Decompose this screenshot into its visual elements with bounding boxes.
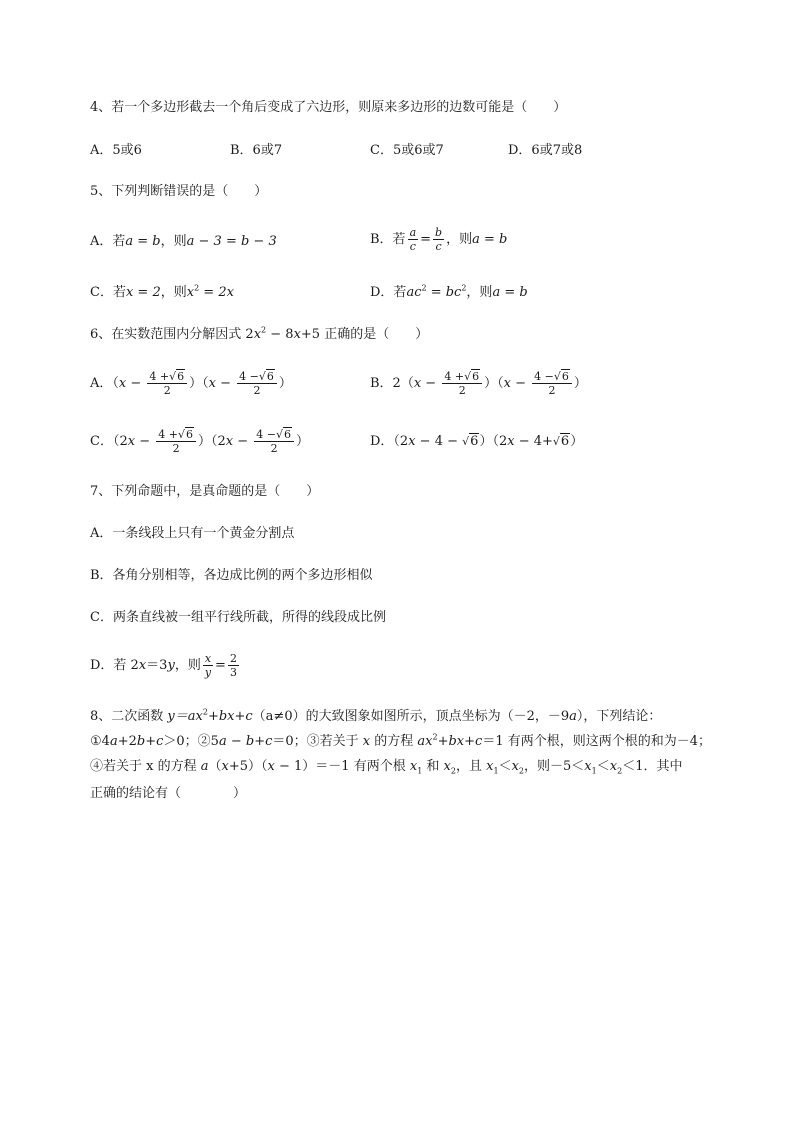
q8-l3-g: − 1）＝－1 有两个根 bbox=[274, 759, 410, 774]
q7-d-fraction-1 bbox=[203, 652, 213, 679]
q6-a-f2-den: 2 bbox=[253, 384, 261, 397]
q8-l3-x6: x bbox=[609, 759, 618, 774]
q6-a-x2: x bbox=[208, 376, 216, 391]
q5-b-fraction-1 bbox=[408, 226, 419, 253]
q6-stem-exp: 2 bbox=[261, 325, 267, 335]
q8-l3-j: ＜ bbox=[498, 759, 512, 774]
sqrt-icon: √ bbox=[177, 428, 185, 441]
q5-a-then: ，则 bbox=[160, 234, 187, 249]
q5-c-prefix: C．若 bbox=[90, 285, 126, 300]
q5-d-prefix: D．若 bbox=[370, 285, 407, 300]
q8-l2-k: + bbox=[254, 734, 266, 749]
q6-c-x1: x bbox=[127, 434, 136, 449]
q6-b-x1: x bbox=[413, 376, 422, 391]
q6-stem-pre: 6、在实数范围内分解因式 2 bbox=[90, 327, 254, 342]
q8-l1-func2: +bx+c bbox=[207, 709, 253, 724]
q8-l2-n: x bbox=[362, 734, 371, 749]
q6-a-x1: x bbox=[118, 376, 127, 391]
q4-option-b: B．6或7 bbox=[230, 143, 283, 158]
q4-option-d: D．6或7或8 bbox=[508, 143, 583, 158]
q8-l3-sub3: 1 bbox=[493, 766, 499, 776]
q8-l3-h: 和 bbox=[422, 759, 444, 774]
q6-option-a bbox=[90, 370, 292, 397]
q6-option-b bbox=[370, 370, 587, 397]
q6-d-close: ） bbox=[570, 434, 584, 449]
sqrt-icon: √ bbox=[553, 370, 561, 383]
q6-a-mid: ）（ bbox=[189, 376, 209, 391]
q6-a-f1-num bbox=[147, 370, 187, 384]
q8-l2-i: − bbox=[226, 734, 246, 749]
q6-b-minus2: − bbox=[510, 376, 531, 391]
q7-option-a: A．一条线段上只有一个黄金分割点 bbox=[90, 526, 295, 541]
q6-d-x1: x bbox=[408, 434, 416, 449]
q8-l3-sub1: 1 bbox=[417, 766, 423, 776]
q4-option-a: A．5或6 bbox=[90, 143, 142, 158]
q7-d-prefix: D．若 2 bbox=[90, 658, 139, 673]
q7-d-x: x bbox=[138, 658, 147, 673]
q6-c-f2-sqrt bbox=[276, 428, 292, 441]
q8-line-4: 正确的结论有（ ） bbox=[90, 786, 247, 801]
q6-c-f2-num bbox=[254, 428, 294, 442]
q5-d-rhs: = bc bbox=[426, 285, 462, 300]
q8-l3-x2: x bbox=[443, 759, 451, 774]
q8-l3-sub5: 1 bbox=[591, 766, 597, 776]
q6-d-x2: x bbox=[507, 434, 515, 449]
q5-c-rhs: = 2x bbox=[199, 285, 234, 300]
q6-c-fraction-1 bbox=[156, 428, 196, 455]
q6-c-minus1: − bbox=[135, 434, 155, 449]
q6-a-fraction-2 bbox=[237, 370, 277, 397]
q6-option-d bbox=[370, 433, 583, 451]
q6-c-x2: x bbox=[225, 434, 234, 449]
q7-d-then: ，则 bbox=[174, 658, 201, 673]
q8-l2-f: c bbox=[156, 734, 164, 749]
q6-option-c bbox=[90, 428, 309, 455]
q5-option-b bbox=[370, 226, 507, 253]
q7-d-f1-num: x bbox=[204, 652, 212, 665]
q8-l2-r: +bx+c bbox=[437, 734, 483, 749]
q6-b-f2-sqrt bbox=[554, 370, 570, 383]
sqrt-icon: √ bbox=[464, 370, 472, 383]
q8-l3-x1: x bbox=[409, 759, 418, 774]
q5-a-condition: a = b bbox=[125, 234, 161, 249]
q5-b-then: ，则 bbox=[446, 232, 473, 247]
q6-a-close: ） bbox=[278, 376, 292, 391]
q5-option-d bbox=[370, 284, 528, 302]
q6-b-f2-num-text: 4 − bbox=[534, 370, 554, 383]
q8-l3-x4: x bbox=[511, 759, 519, 774]
q5-b-f2-den: c bbox=[435, 240, 442, 253]
q5-b-f1-den: c bbox=[409, 240, 416, 253]
q8-l2-s: ＝1 有两个根，则这两个根的和为－4； bbox=[482, 734, 712, 749]
q6-b-label: B．2（ bbox=[370, 376, 414, 391]
q5-b-f1-num: a bbox=[409, 226, 417, 239]
q8-line-1 bbox=[90, 708, 661, 726]
q6-a-f1-sqrt bbox=[169, 370, 185, 383]
q5-c-then: ，则 bbox=[160, 285, 187, 300]
q6-b-f1-num-text: 4 + bbox=[444, 370, 465, 383]
q8-l3-sub4: 2 bbox=[518, 766, 525, 776]
q6-b-f2-num bbox=[532, 370, 572, 384]
q8-l3-sub2: 2 bbox=[450, 766, 456, 776]
q6-b-minus1: − bbox=[421, 376, 441, 391]
q7-stem: 7、下列命题中，是真命题的是（ ） bbox=[90, 484, 320, 499]
q4-stem: 4、若一个多边形截去一个角后变成了六边形，则原来多边形的边数可能是（ ） bbox=[90, 100, 567, 115]
q8-l1-post: 的大致图象如图所示，顶点坐标为（－2，－9 bbox=[305, 709, 570, 724]
q7-d-eq2: = bbox=[215, 658, 226, 673]
q8-l2-l: c bbox=[265, 734, 273, 749]
q6-c-f2-den: 2 bbox=[270, 442, 278, 455]
q8-l2-g: ＞0；②5 bbox=[163, 734, 219, 749]
q8-l3-d: x bbox=[221, 759, 229, 774]
q6-a-f1-den: 2 bbox=[163, 384, 171, 397]
q8-l1-pre: 8、二次函数 bbox=[90, 709, 168, 724]
q8-l3-c: （ bbox=[208, 759, 222, 774]
q6-c-f2-radicand: 6 bbox=[284, 428, 291, 441]
q7-d-fraction-2 bbox=[228, 652, 239, 679]
q6-c-f1-num-text: 4 + bbox=[158, 428, 178, 441]
q6-a-label: A．（ bbox=[90, 376, 119, 391]
q5-d-exp-1: 2 bbox=[421, 283, 427, 293]
q6-b-f1-sqrt bbox=[464, 370, 480, 383]
q8-l2-c: +2 bbox=[117, 734, 137, 749]
q4-option-c: C．5或6或7 bbox=[370, 143, 444, 158]
q6-c-fraction-2 bbox=[254, 428, 294, 455]
q6-c-f1-num bbox=[156, 428, 196, 442]
q5-b-prefix: B．若 bbox=[370, 232, 406, 247]
q6-a-minus1: − bbox=[126, 376, 146, 391]
q6-stem-x: x bbox=[253, 327, 262, 342]
q5-b-equals: = bbox=[420, 232, 432, 247]
sqrt-icon: √ bbox=[169, 370, 177, 383]
q8-l3-f: x bbox=[267, 759, 275, 774]
q6-b-f1-den: 2 bbox=[458, 384, 466, 397]
q6-stem-post: +5 正确的是（ ） bbox=[300, 327, 429, 342]
q7-d-f2-den: 3 bbox=[229, 666, 237, 679]
q6-d-part2: − 4+ bbox=[514, 434, 553, 449]
q8-l3-m: ＜1．其中 bbox=[622, 759, 683, 774]
q6-c-f1-sqrt bbox=[178, 428, 194, 441]
q6-d-sqrt-2 bbox=[553, 433, 570, 451]
q6-a-minus2: − bbox=[216, 376, 236, 391]
q5-d-then: ，则 bbox=[466, 285, 493, 300]
q8-l1-exp: 2 bbox=[202, 707, 208, 717]
q8-l2-e: + bbox=[145, 734, 157, 749]
q5-a-conclusion: a − 3 = b − 3 bbox=[186, 234, 277, 249]
q6-b-f2-radicand: 6 bbox=[561, 370, 569, 383]
q6-b-f2-den: 2 bbox=[548, 384, 556, 397]
q8-l3-b: a bbox=[200, 759, 209, 774]
q8-l3-k: ，则－5＜ bbox=[524, 759, 585, 774]
q8-l2-p: ax bbox=[417, 734, 433, 749]
q6-d-sqrt-1 bbox=[462, 433, 479, 451]
q8-l3-e: +5）（ bbox=[228, 759, 268, 774]
q8-l2-j: b bbox=[245, 734, 255, 749]
q5-stem: 5、下列判断错误的是（ ） bbox=[90, 184, 268, 199]
q8-l2-m: ＝0；③若关于 bbox=[272, 734, 363, 749]
q6-b-mid: ）（ bbox=[484, 376, 504, 391]
sqrt-icon: √ bbox=[258, 370, 266, 383]
q6-stem-mid: − 8 bbox=[266, 327, 294, 342]
q8-line-3 bbox=[90, 758, 682, 776]
q6-a-fraction-1 bbox=[147, 370, 187, 397]
q8-l3-l: ＜ bbox=[596, 759, 610, 774]
q8-l2-b: a bbox=[109, 734, 118, 749]
q8-l2-d: b bbox=[136, 734, 146, 749]
q5-d-lhs: ac bbox=[406, 285, 422, 300]
sqrt-icon: √ bbox=[275, 428, 283, 441]
q6-c-minus2: − bbox=[233, 434, 253, 449]
q5-a-prefix: A．若 bbox=[90, 234, 126, 249]
q5-d-conclusion: a = b bbox=[492, 285, 528, 300]
q8-l3-x3: x bbox=[486, 759, 494, 774]
q5-c-x: x bbox=[186, 285, 195, 300]
q5-b-conclusion: a = b bbox=[472, 232, 508, 247]
q6-b-f1-radicand: 6 bbox=[472, 370, 480, 383]
q6-stem-x2: x bbox=[293, 327, 301, 342]
q6-d-label: D．（2 bbox=[370, 434, 409, 449]
q7-option-b: B．各角分别相等，各边成比例的两个多边形相似 bbox=[90, 568, 373, 583]
q5-c-condition: x = 2 bbox=[125, 285, 161, 300]
q5-b-f2-num: b bbox=[435, 226, 443, 239]
q6-b-fraction-1 bbox=[442, 370, 482, 397]
q8-l2-h: a bbox=[218, 734, 227, 749]
q6-b-f1-num bbox=[442, 370, 482, 384]
q7-d-f2-num: 2 bbox=[229, 652, 237, 665]
q6-a-f2-sqrt bbox=[259, 370, 275, 383]
q6-c-mid: ）（2 bbox=[197, 434, 226, 449]
q5-b-fraction-2 bbox=[433, 226, 444, 253]
q6-b-close: ） bbox=[573, 376, 587, 391]
q6-stem bbox=[90, 326, 428, 344]
q6-a-f2-radicand: 6 bbox=[266, 370, 274, 383]
q6-c-f2-num-text: 4 − bbox=[256, 428, 276, 441]
q6-b-x2: x bbox=[503, 376, 511, 391]
q6-a-f1-radicand: 6 bbox=[177, 370, 185, 383]
q8-l1-func: y＝ax bbox=[167, 709, 203, 724]
q8-l1-cond: （a≠0） bbox=[252, 709, 306, 724]
q8-l3-x5: x bbox=[584, 759, 592, 774]
q8-l2-exp: 2 bbox=[432, 732, 438, 742]
q6-d-radicand-2: 6 bbox=[560, 434, 570, 449]
q7-option-c: C．两条直线被一组平行线所截，所得的线段成比例 bbox=[90, 610, 386, 625]
q6-d-mid: ）（2 bbox=[479, 434, 508, 449]
q6-c-close: ） bbox=[296, 434, 310, 449]
q8-l3-i: ，且 bbox=[455, 759, 487, 774]
q6-c-label: C．（2 bbox=[90, 434, 128, 449]
q8-line-2 bbox=[90, 733, 711, 751]
q8-l2-a: ①4 bbox=[90, 734, 110, 749]
q6-b-fraction-2 bbox=[532, 370, 572, 397]
q8-l3-sub6: 2 bbox=[617, 766, 623, 776]
q8-l3-a: ④若关于 x 的方程 bbox=[90, 759, 201, 774]
sqrt-icon: √ bbox=[552, 435, 560, 448]
q6-c-f1-den: 2 bbox=[172, 442, 180, 455]
q7-option-d bbox=[90, 652, 241, 679]
q6-c-f1-radicand: 6 bbox=[185, 428, 193, 441]
q6-a-f2-num bbox=[237, 370, 277, 384]
q8-l2-o: 的方程 bbox=[370, 734, 418, 749]
q6-d-radicand-1: 6 bbox=[470, 434, 479, 449]
q6-d-part1: − 4 − bbox=[415, 434, 463, 449]
q5-option-c bbox=[90, 284, 234, 302]
q8-l1-end: ），下列结论： bbox=[576, 709, 662, 724]
q5-option-a bbox=[90, 233, 277, 251]
q5-d-exp-2: 2 bbox=[461, 283, 467, 293]
q5-c-exponent: 2 bbox=[194, 283, 200, 293]
q7-d-eq: ＝3 bbox=[146, 658, 168, 673]
q7-d-y: y bbox=[167, 658, 175, 673]
q6-a-f1-num-text: 4 + bbox=[149, 370, 170, 383]
sqrt-icon: √ bbox=[462, 435, 470, 448]
q6-a-f2-num-text: 4 − bbox=[239, 370, 259, 383]
q8-l1-a: a bbox=[569, 709, 577, 724]
q7-d-f1-den: y bbox=[204, 666, 212, 679]
